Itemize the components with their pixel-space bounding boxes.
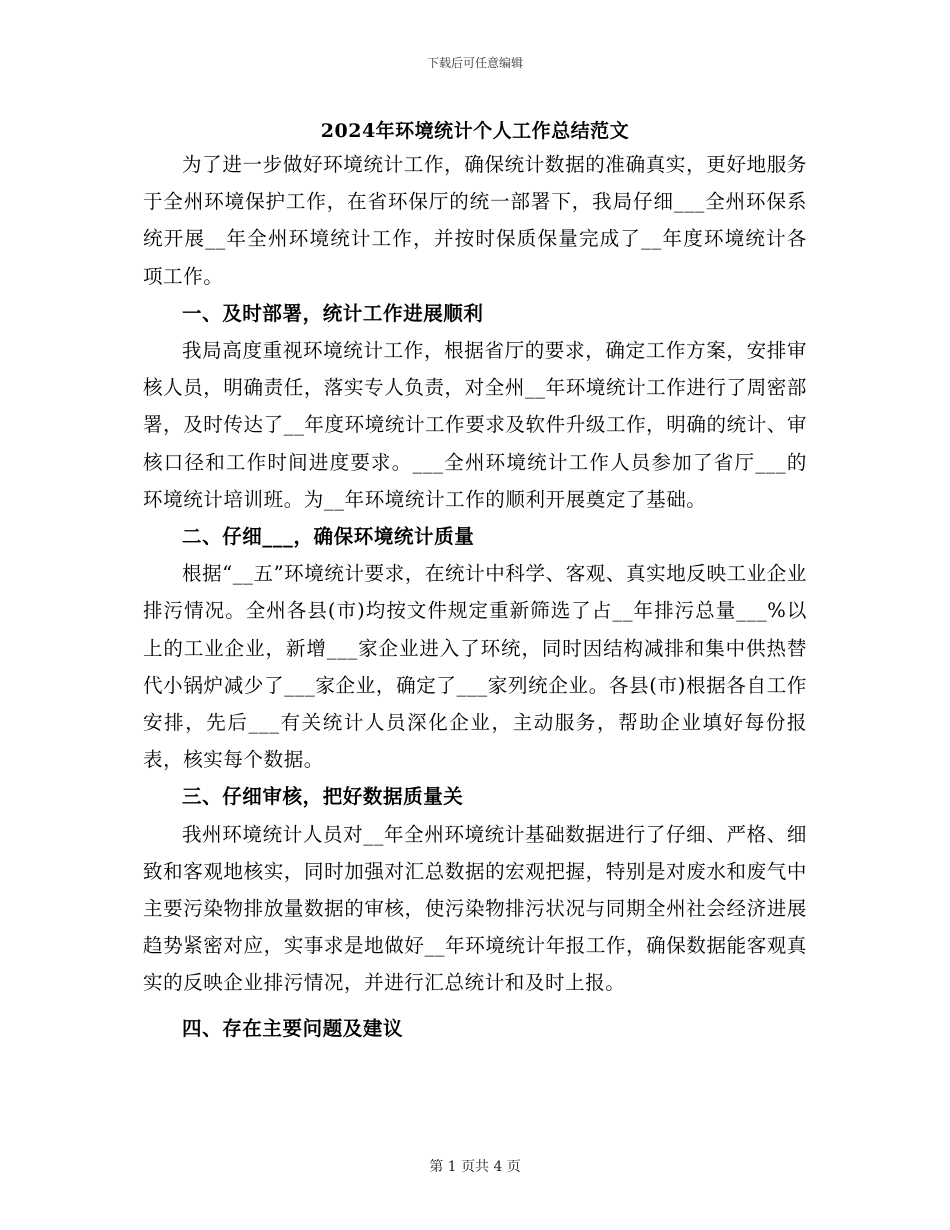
section-heading-3: 三、仔细审核，把好数据质量关 (182, 785, 464, 809)
section-body-1: 我局高度重视环境统计工作，根据省厅的要求，确定工作方案，安排审核人员，明确责任，落实专人负责，对全州__年环境统计工作进行了周密部署，及时传达了__年度环境统计工作要求及软件升级工作，明确的统计、审核口径和工作时间进度要求。___全州环境统计工作人员参加了省厅___的环境统计培训班。为__年环境统计工作的顺利开展奠定了基础。 (143, 339, 807, 511)
document-body (143, 146, 807, 1047)
header-note: 下载后可任意编辑 (426, 56, 523, 70)
section-heading-4: 四、存在主要问题及建议 (182, 1016, 404, 1040)
section-heading-2: 二、仔细___，确保环境统计质量 (182, 525, 475, 549)
intro-paragraph: 为了进一步做好环境统计工作，确保统计数据的准确真实，更好地服务于全州环境保护工作，在省环保厅的统一部署下，我局仔细___全州环保系统开展__年全州环境统计工作，并按时保质保量完成了__年度环境统计各项工作。 (143, 153, 807, 288)
section-body-2: 根据“__五”环境统计要求，在统计中科学、客观、真实地反映工业企业排污情况。全州各县(市)均按文件规定重新筛选了占__年排污总量___%以上的工业企业，新增___家企业进入了环统，同时因结构减排和集中供热替代小锅炉减少了___家企业，确定了___家列统企业。各县(市)根据各自工作安排，先后___有关统计人员深化企业，主动服务，帮助企业填好每份报表，核实每个数据。 (143, 562, 807, 772)
document-title: 2024年环境统计个人工作总结范文 (320, 120, 630, 142)
section-body-3: 我州环境统计人员对__年全州环境统计基础数据进行了仔细、严格、细致和客观地核实，同时加强对汇总数据的宏观把握，特别是对废水和废气中主要污染物排放量数据的审核，使污染物排污状况与同期全州社会经济进展趋势紧密对应，实事求是地做好__年环境统计年报工作，确保数据能客观真实的反映企业排污情况，并进行汇总统计和及时上报。 (143, 822, 807, 995)
section-heading-1: 一、及时部署，统计工作进展顺利 (182, 301, 484, 325)
page-number: 第 1 页共 4 页 (429, 1159, 521, 1175)
